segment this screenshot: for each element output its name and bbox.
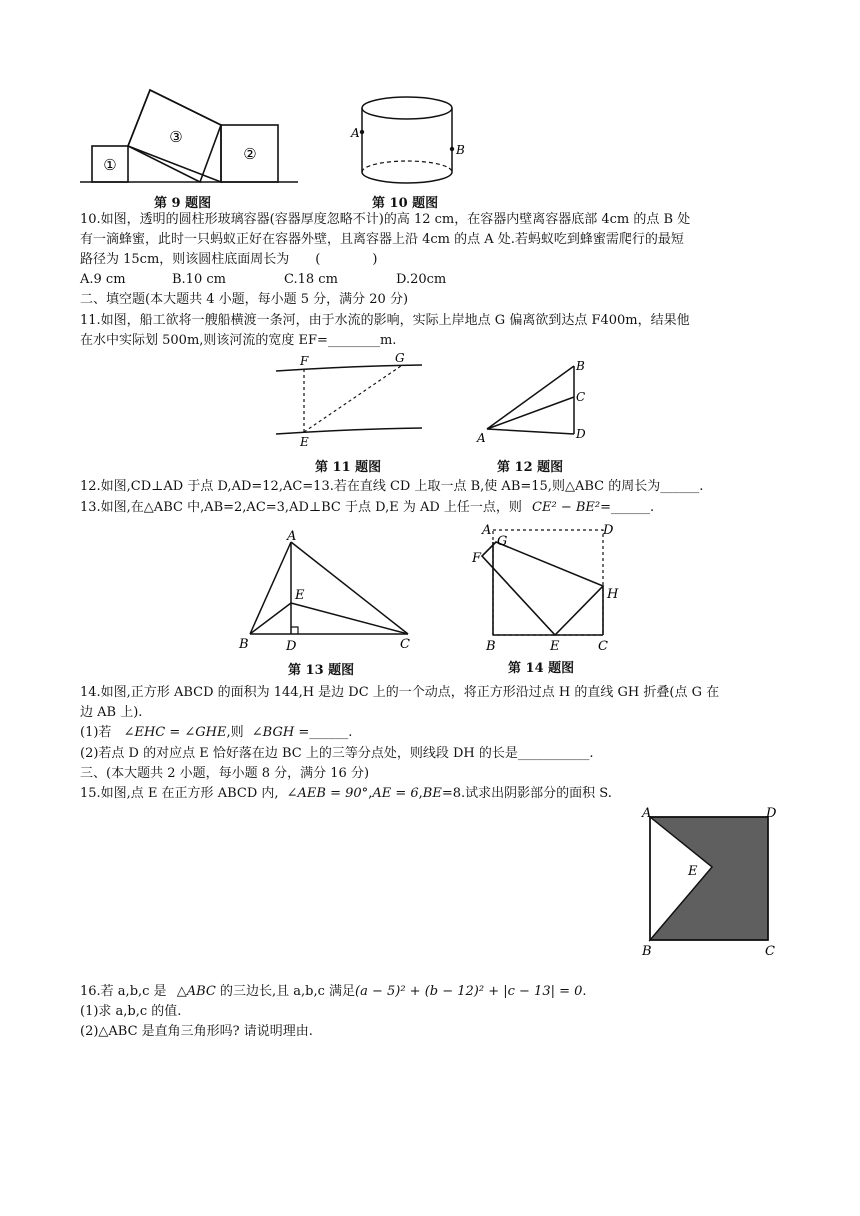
q14-sub1-expr2: ∠BGH =: [251, 725, 310, 740]
q16-prefix: 16.若 a,b,c 是: [80, 984, 167, 999]
q10-line-2: 有一滴蜂蜜，此时一只蚂蚁正好在容器外壁，且离容器上沿 4cm 的点 A 处.若蚂蚁吃到蜂蜜需爬行的最短: [80, 232, 684, 247]
figure-11: [270, 350, 430, 450]
q14-line-2: 边 AB 上).: [80, 705, 143, 720]
fig12-label-c: C: [576, 390, 586, 404]
figure-10: [345, 92, 475, 192]
q13-expression: CE² − BE²: [532, 500, 601, 515]
figure-15: [638, 805, 783, 960]
fig12-label-b: B: [576, 359, 585, 373]
fig13-label-c: C: [400, 637, 410, 652]
fig13-label-d: D: [286, 639, 297, 654]
fig13-label-b: B: [239, 637, 249, 652]
q14-sub-1: [80, 724, 780, 742]
q15-text: [80, 785, 780, 803]
fig9-label-2: ②: [243, 145, 257, 163]
q12-text: 12.如图,CD⊥AD 于点 D,AD=12,AC=13.若在直线 CD 上取一点 B,使 AB=15,则△ABC 的周长为______.: [80, 479, 704, 494]
q15-expr3: BE: [422, 786, 442, 801]
q15-suffix: =8.试求出阴影部分的面积 S.: [441, 786, 612, 801]
q10-option-d[interactable]: D.20cm: [396, 272, 447, 287]
q10-line-3: 路径为 15cm，则该圆柱底面周长为 ( ): [80, 252, 378, 267]
figure-12: [475, 354, 595, 449]
q15-sep1: ,: [368, 786, 373, 801]
q13-prefix: 13.如图,在△ABC 中,AB=2,AC=3,AD⊥BC 于点 D,E 为 AD 上任一点，则: [80, 500, 522, 515]
q15-expr1: ∠AEB = 90°: [286, 786, 369, 801]
fig12-label-a: A: [477, 431, 486, 445]
figure-13: [236, 530, 421, 655]
fig14-label-e: E: [550, 639, 560, 654]
fig14-label-a: A: [482, 523, 492, 538]
caption-fig14: 第 14 题图: [508, 661, 575, 676]
fig11-label-g: G: [395, 351, 405, 365]
q10-option-c[interactable]: C.18 cm: [284, 272, 338, 287]
q15-sep2: ,: [418, 786, 423, 801]
figure-9: [80, 85, 300, 190]
figure-14: [470, 520, 630, 655]
q11-line-2: 在水中实际划 500m,则该河流的宽度 EF=________m.: [80, 333, 397, 348]
q10-options: [80, 271, 780, 289]
fig10-label-a: A: [351, 126, 360, 140]
fig13-label-e: E: [295, 588, 305, 603]
fig13-label-a: A: [287, 530, 297, 544]
q16-sub-2: (2)△ABC 是直角三角形吗? 请说明理由.: [80, 1024, 313, 1039]
section-3-heading: 三、(本大题共 2 小题，每小题 8 分，满分 16 分): [80, 766, 370, 781]
fig15-label-d: D: [766, 806, 777, 821]
caption-fig11: 第 11 题图: [315, 460, 382, 475]
caption-fig10: 第 10 题图: [372, 196, 439, 211]
caption-fig9: 第 9 题图: [154, 196, 212, 211]
q13-blank: =______.: [600, 500, 655, 515]
q11-line-1: 11.如图，船工欲将一艘船横渡一条河，由于水流的影响，实际上岸地点 G 偏离欲到达点 F400m，结果他: [80, 313, 690, 328]
fig12-label-d: D: [576, 427, 586, 441]
section-2-heading: 二、填空题(本大题共 4 小题，每小题 5 分，满分 20 分): [80, 292, 409, 307]
q15-prefix: 15.如图,点 E 在正方形 ABCD 内,: [80, 786, 279, 801]
fig11-label-f: F: [300, 354, 309, 368]
q16-sub-1: (1)求 a,b,c 的值.: [80, 1004, 182, 1019]
fig14-label-h: H: [607, 587, 619, 602]
q14-sub1-prefix: (1)若: [80, 725, 112, 740]
fig9-label-1: ①: [103, 156, 117, 174]
caption-fig12: 第 12 题图: [497, 460, 564, 475]
q13-text: [80, 499, 780, 517]
fig15-label-c: C: [765, 944, 775, 959]
fig14-label-f: F: [472, 551, 482, 566]
fig15-label-a: A: [642, 806, 652, 821]
fig11-label-e: E: [300, 435, 309, 449]
caption-fig13: 第 13 题图: [288, 663, 355, 678]
q14-sub1-blank: ______.: [309, 725, 353, 740]
q10-line-1: 10.如图，透明的圆柱形玻璃容器(容器厚度忽略不计)的高 12 cm，在容器内壁离容器底部 4cm 的点 B 处: [80, 212, 691, 227]
q16-expr1: △ABC: [176, 984, 216, 999]
q15-expr2: AE = 6: [372, 786, 419, 801]
fig10-label-b: B: [456, 143, 465, 157]
fig14-label-c: C: [598, 639, 608, 654]
q14-sub1-mid: ,则: [226, 725, 244, 740]
q10-option-a[interactable]: A.9 cm: [80, 272, 126, 287]
fig14-label-g: G: [497, 534, 508, 549]
fig14-label-b: B: [486, 639, 496, 654]
q14-sub1-expr1: ∠EHC = ∠GHE: [123, 725, 227, 740]
fig15-label-b: B: [642, 944, 652, 959]
q14-line-1: 14.如图,正方形 ABCD 的面积为 144,H 是边 DC 上的一个动点，将正方形沿过点 H 的直线 GH 折叠(点 G 在: [80, 685, 720, 700]
q16-text: [80, 983, 780, 1001]
q16-mid: 的三边长,且 a,b,c 满足: [219, 984, 355, 999]
fig9-label-3: ③: [169, 128, 183, 146]
fig15-label-e: E: [688, 864, 698, 879]
q14-sub-2: (2)若点 D 的对应点 E 恰好落在边 BC 上的三等分点处，则线段 DH 的长是___________.: [80, 746, 594, 761]
q10-option-b[interactable]: B.10 cm: [172, 272, 226, 287]
q16-expr2: (a − 5)² + (b − 12)² + |c − 13| = 0.: [355, 984, 587, 999]
fig14-label-d: D: [603, 523, 614, 538]
